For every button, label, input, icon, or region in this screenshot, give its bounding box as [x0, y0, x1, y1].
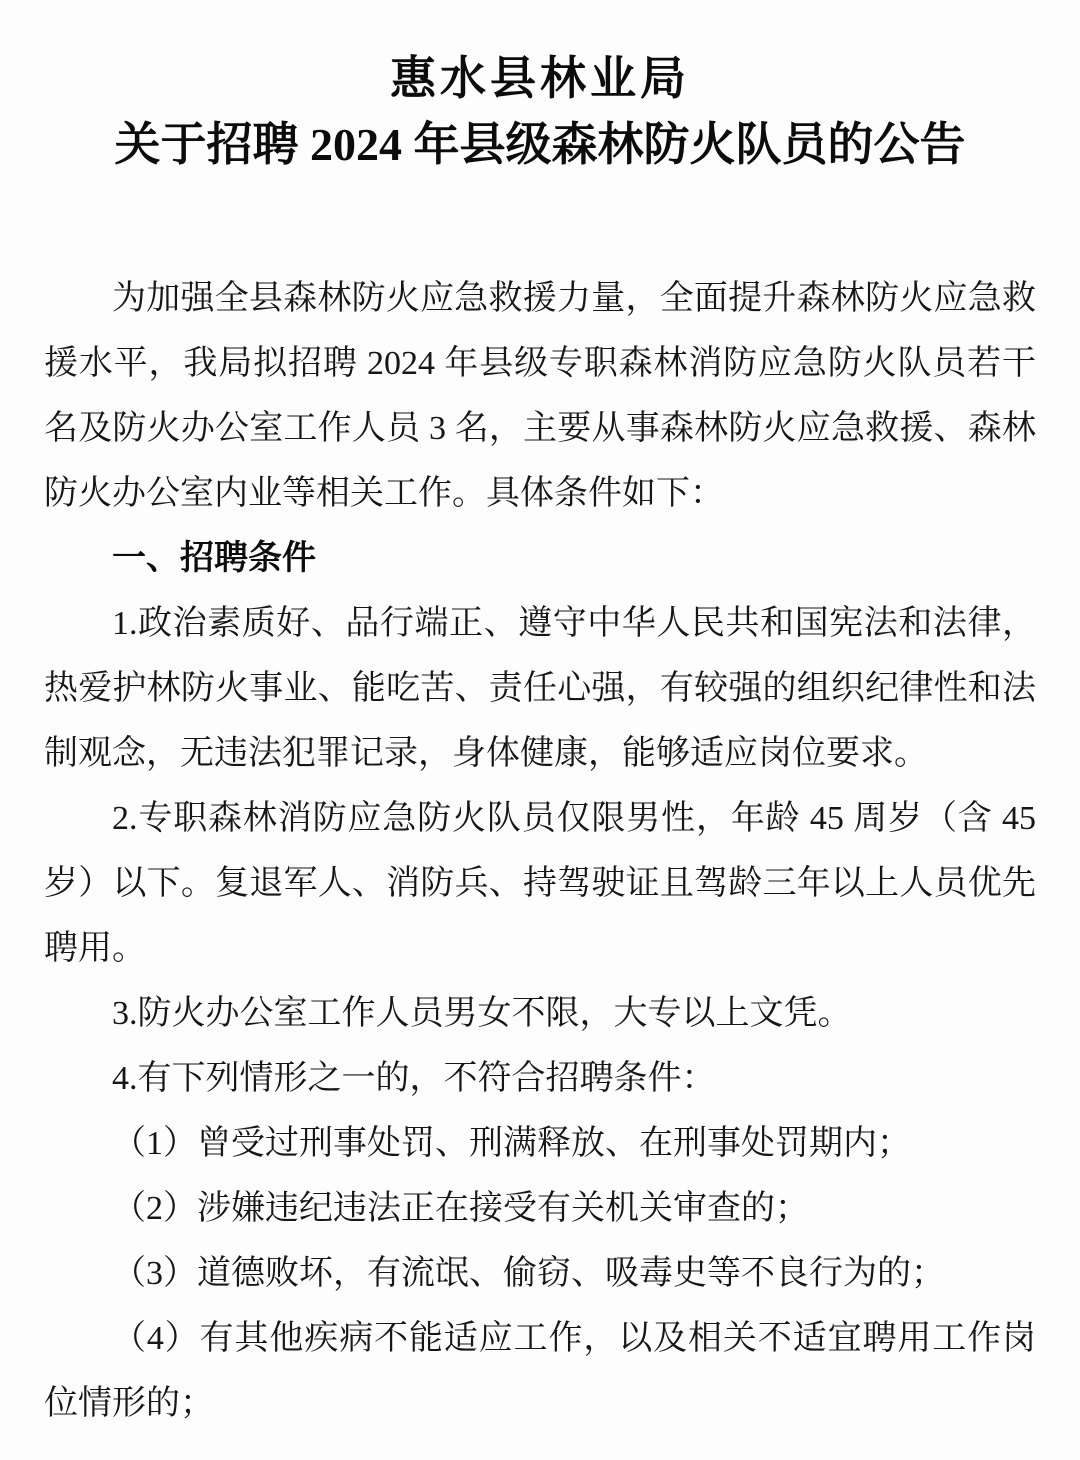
- document-body: [44, 266, 1036, 1436]
- condition-item-2: 2.专职森林消防应急防火队员仅限男性，年龄 45 周岁（含 45 岁）以下。复退军人、消防兵、持驾驶证且驾龄三年以上人员优先聘用。: [44, 800, 1036, 967]
- section-heading-recruitment-conditions: 一、招聘条件: [112, 539, 316, 577]
- intro-paragraph: 为加强全县森林防火应急救援力量，全面提升森林防火应急救援水平，我局拟招聘 2024 年县级专职森林消防应急防火队员若干名及防火办公室工作人员 3 名，主要从事森林防火应急救援、森林防火办公室内业等相关工作。具体条件如下：: [44, 280, 1036, 512]
- disqualification-item-2: （2）涉嫌违纪违法正在接受有关机关审查的；: [112, 1190, 809, 1227]
- disqualification-item-3: （3）道德败坏，有流氓、偷窃、吸毒史等不良行为的；: [112, 1255, 945, 1292]
- document-title-line1: 惠水县林业局: [390, 53, 690, 104]
- disqualification-item-1: （1）曾受过刑事处罚、刑满释放、在刑事处罚期内；: [112, 1125, 911, 1162]
- document-title-line2: 关于招聘 2024 年县级森林防火队员的公告: [114, 119, 966, 170]
- condition-item-4: 4.有下列情形之一的，不符合招聘条件：: [112, 1060, 716, 1097]
- document-title: [44, 46, 1036, 178]
- condition-item-1: 1.政治素质好、品行端正、遵守中华人民共和国宪法和法律，热爱护林防火事业、能吃苦、责任心强，有较强的组织纪律性和法制观念，无违法犯罪记录，身体健康，能够适应岗位要求。: [44, 605, 1036, 772]
- condition-item-3: 3.防火办公室工作人员男女不限，大专以上文凭。: [112, 995, 852, 1032]
- disqualification-item-4: （4）有其他疾病不能适应工作，以及相关不适宜聘用工作岗位情形的；: [44, 1320, 1036, 1422]
